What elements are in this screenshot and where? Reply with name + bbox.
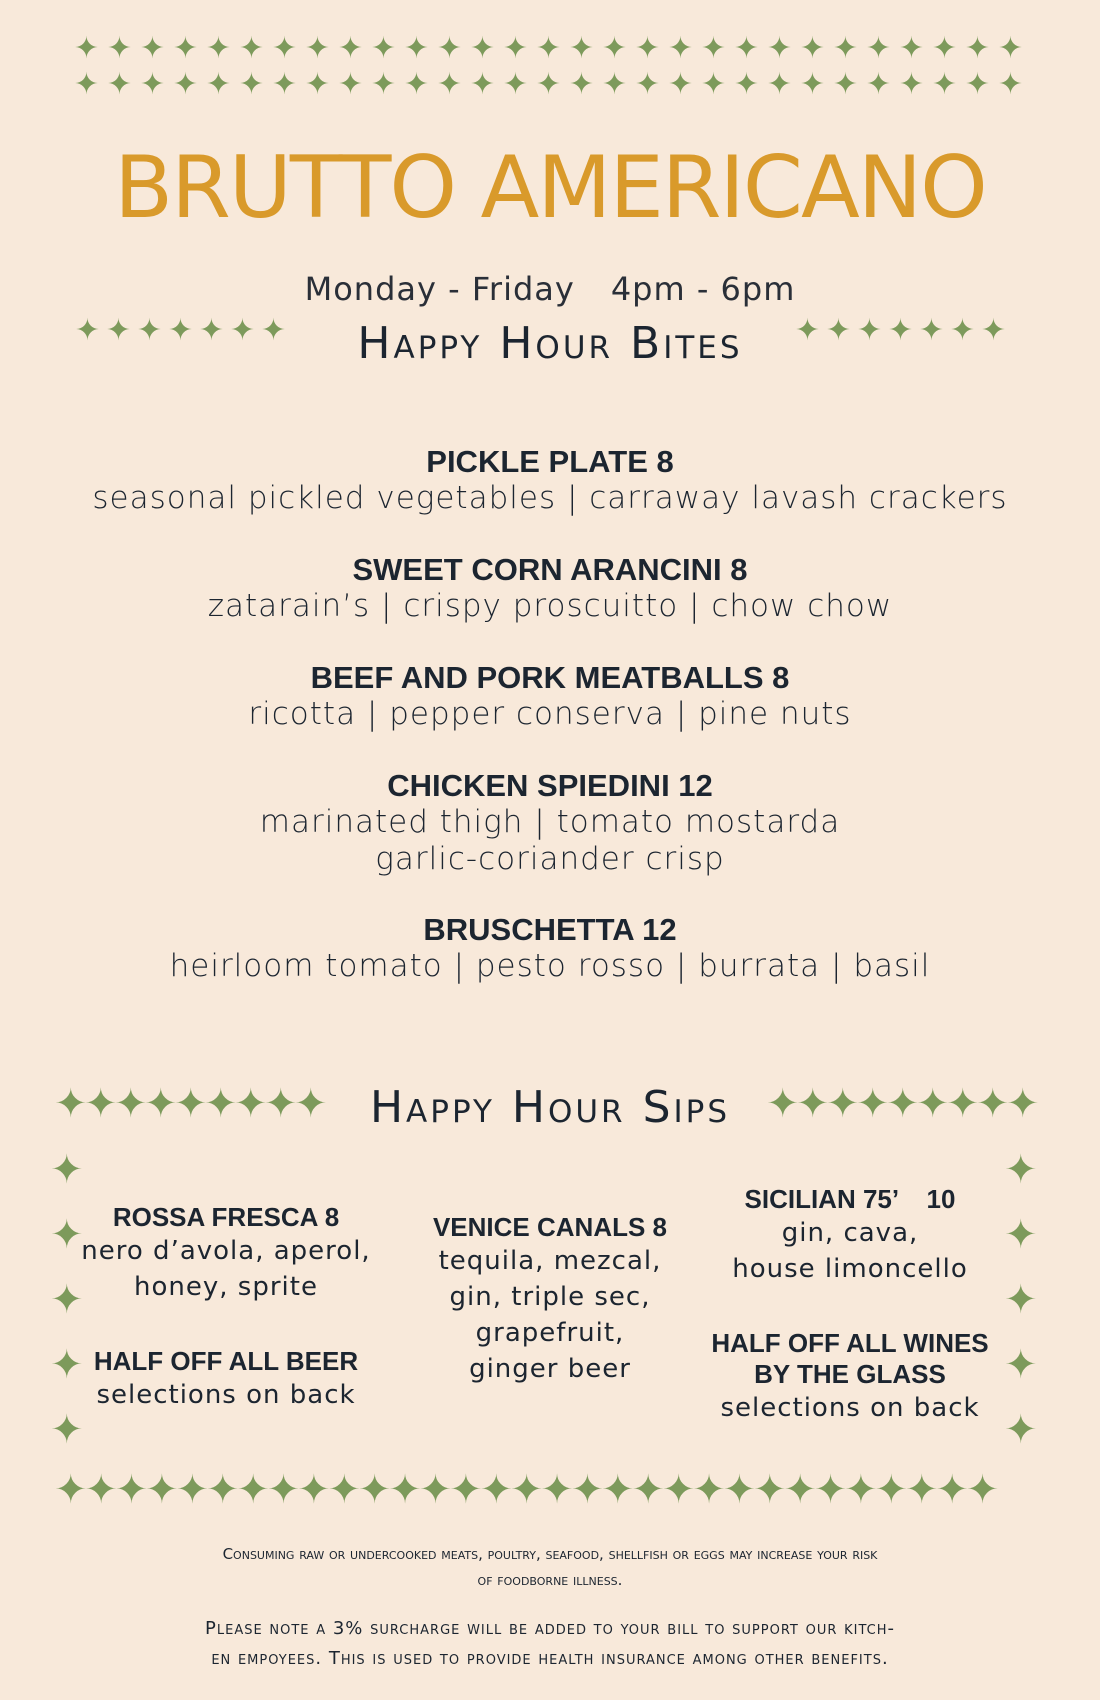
four-point-star-icon: ✦ [661, 1468, 696, 1512]
four-point-star-icon: ✦ [766, 68, 793, 101]
sip-half-off-wines [700, 1328, 1000, 1426]
four-point-star-icon: ✦ [238, 68, 265, 101]
four-point-star-icon: ✦ [997, 32, 1024, 65]
four-point-star-icon: ✦ [601, 68, 628, 101]
four-point-star-icon: ✦ [174, 1082, 208, 1126]
four-point-star-icon: ✦ [54, 1468, 88, 1512]
four-point-star-icon: ✦ [540, 1468, 574, 1512]
four-point-star-icon: ✦ [874, 1468, 909, 1512]
four-point-star-icon: ✦ [700, 68, 727, 101]
four-point-star-icon: ✦ [175, 1468, 210, 1512]
item-desc: ricotta | pepper conserva | pine nuts [248, 696, 852, 732]
four-point-star-icon: ✦ [1006, 1082, 1040, 1126]
surcharge-line: en empoyees. This is used to provide health insurance among other benefits. [211, 1648, 889, 1669]
four-point-star-icon: ✦ [766, 32, 793, 65]
four-point-star-icon: ✦ [234, 1082, 268, 1126]
sip-name: SICILIAN 75’ 10 [744, 1184, 956, 1214]
four-point-star-icon: ✦ [271, 68, 298, 101]
four-point-star-icon: ✦ [204, 1082, 238, 1126]
four-point-star-icon: ✦ [916, 1082, 950, 1126]
four-point-star-icon: ✦ [535, 32, 562, 65]
four-point-star-icon: ✦ [799, 68, 826, 101]
four-point-star-icon: ✦ [357, 1468, 392, 1512]
four-point-star-icon: ✦ [601, 1468, 635, 1512]
four-point-star-icon: ✦ [264, 1082, 298, 1126]
four-point-star-icon: ✦ [167, 314, 194, 347]
four-point-star-icon: ✦ [964, 68, 991, 101]
four-point-star-icon: ✦ [898, 68, 925, 101]
four-point-star-icon: ✦ [634, 68, 661, 101]
four-point-star-icon: ✦ [1004, 1278, 1038, 1322]
four-point-star-icon: ✦ [294, 1082, 328, 1126]
four-point-star-icon: ✦ [304, 32, 331, 65]
sip-name: HALF OFF ALL WINES [711, 1328, 989, 1358]
four-point-star-icon: ✦ [84, 1468, 118, 1512]
top-star-border [70, 34, 1027, 64]
four-point-star-icon: ✦ [50, 1213, 84, 1257]
sip-name: BY THE GLASS [754, 1359, 946, 1389]
four-point-star-icon: ✦ [509, 1468, 544, 1512]
surcharge-line: Please note a 3% surcharge will be added to your bill to support our kitch- [205, 1618, 895, 1639]
four-point-star-icon: ✦ [229, 314, 256, 347]
four-point-star-icon: ✦ [145, 1468, 179, 1512]
menu-item-bruschetta [0, 912, 1100, 985]
four-point-star-icon: ✦ [832, 68, 859, 101]
four-point-star-icon: ✦ [976, 1082, 1010, 1126]
four-point-star-icon: ✦ [337, 32, 364, 65]
four-point-star-icon: ✦ [1004, 1148, 1038, 1192]
sip-desc: ginger beer [469, 1354, 631, 1384]
four-point-star-icon: ✦ [205, 1468, 240, 1512]
four-point-star-icon: ✦ [935, 1468, 969, 1512]
sips-bottom-stars [54, 1468, 1000, 1512]
four-point-star-icon: ✦ [205, 68, 232, 101]
four-point-star-icon: ✦ [260, 314, 287, 347]
four-point-star-icon: ✦ [826, 1082, 860, 1126]
sip-name: HALF OFF ALL BEER [93, 1346, 359, 1376]
four-point-star-icon: ✦ [783, 1468, 817, 1512]
four-point-star-icon: ✦ [796, 1082, 830, 1126]
four-point-star-icon: ✦ [198, 314, 225, 347]
four-point-star-icon: ✦ [337, 68, 364, 101]
item-name: BEEF AND PORK MEATBALLS 8 [310, 660, 790, 695]
menu-item-arancini [0, 552, 1100, 625]
sips-heading: Happy Hour Sips [369, 1082, 731, 1133]
four-point-star-icon: ✦ [297, 1468, 331, 1512]
sip-desc: gin, triple sec, [449, 1282, 651, 1312]
health-warning [0, 1545, 1100, 1589]
four-point-star-icon: ✦ [106, 68, 133, 101]
four-point-star-icon: ✦ [144, 1082, 178, 1126]
four-point-star-icon: ✦ [106, 32, 133, 65]
item-name: CHICKEN SPIEDINI 12 [387, 768, 713, 803]
sip-desc: house limoncello [732, 1254, 968, 1284]
item-desc: seasonal pickled vegetables | carraway lavash crackers [92, 480, 1008, 516]
four-point-star-icon: ✦ [733, 68, 760, 101]
sips-heading-right-stars [766, 1082, 1040, 1126]
item-name: PICKLE PLATE 8 [426, 444, 674, 479]
surcharge-note [0, 1614, 1100, 1674]
four-point-star-icon: ✦ [997, 68, 1024, 101]
four-point-star-icon: ✦ [502, 32, 529, 65]
four-point-star-icon: ✦ [865, 32, 892, 65]
four-point-star-icon: ✦ [418, 1468, 453, 1512]
item-desc: heirloom tomato | pesto rosso | burrata | basil [169, 948, 931, 984]
sip-name: ROSSA FRESCA 8 [112, 1202, 340, 1232]
four-point-star-icon: ✦ [799, 32, 826, 65]
four-point-star-icon: ✦ [946, 1082, 980, 1126]
four-point-star-icon: ✦ [568, 68, 595, 101]
days-text: Monday - Friday [304, 270, 575, 308]
four-point-star-icon: ✦ [570, 1468, 605, 1512]
four-point-star-icon: ✦ [205, 32, 232, 65]
four-point-star-icon: ✦ [469, 32, 496, 65]
sip-desc: nero d’avola, aperol, [81, 1236, 371, 1266]
sip-sicilian-75 [700, 1184, 1000, 1287]
four-point-star-icon: ✦ [236, 1468, 270, 1512]
four-point-star-icon: ✦ [114, 1468, 149, 1512]
four-point-star-icon: ✦ [370, 68, 397, 101]
four-point-star-icon: ✦ [667, 68, 694, 101]
item-desc: zatarain’s | crispy proscuitto | chow chow [207, 588, 893, 624]
four-point-star-icon: ✦ [700, 32, 727, 65]
four-point-star-icon: ✦ [238, 32, 265, 65]
item-name: SWEET CORN ARANCINI 8 [352, 552, 748, 587]
four-point-star-icon: ✦ [844, 1468, 878, 1512]
four-point-star-icon: ✦ [114, 1082, 148, 1126]
warning-line: of foodborne illness. [477, 1571, 623, 1589]
four-point-star-icon: ✦ [370, 32, 397, 65]
four-point-star-icon: ✦ [50, 1278, 84, 1322]
item-desc: garlic-coriander crisp [375, 841, 725, 877]
item-name: BRUSCHETTA 12 [423, 912, 677, 947]
bites-heading-right-stars [792, 316, 1009, 346]
menu-item-meatballs [0, 660, 1100, 733]
four-point-star-icon: ✦ [631, 1468, 665, 1512]
sip-desc: selections on back [96, 1380, 356, 1410]
warning-line: Consuming raw or undercooked meats, poultry, seafood, shellfish or eggs may increase your risk [222, 1545, 878, 1563]
four-point-star-icon: ✦ [865, 68, 892, 101]
four-point-star-icon: ✦ [479, 1468, 513, 1512]
four-point-star-icon: ✦ [449, 1468, 483, 1512]
four-point-star-icon: ✦ [634, 32, 661, 65]
four-point-star-icon: ✦ [139, 68, 166, 101]
four-point-star-icon: ✦ [931, 32, 958, 65]
sip-half-off-beer [76, 1346, 376, 1413]
four-point-star-icon: ✦ [50, 1148, 84, 1192]
sip-desc: tequila, mezcal, [438, 1246, 662, 1276]
top-star-border [70, 70, 1027, 100]
four-point-star-icon: ✦ [535, 68, 562, 101]
four-point-star-icon: ✦ [733, 32, 760, 65]
four-point-star-icon: ✦ [904, 1468, 939, 1512]
menu-item-spiedini [0, 768, 1100, 878]
four-point-star-icon: ✦ [172, 32, 199, 65]
four-point-star-icon: ✦ [856, 314, 883, 347]
four-point-star-icon: ✦ [54, 1082, 88, 1126]
sip-desc: gin, cava, [781, 1218, 919, 1248]
four-point-star-icon: ✦ [403, 68, 430, 101]
four-point-star-icon: ✦ [965, 1468, 1000, 1512]
sip-desc: honey, sprite [134, 1272, 318, 1302]
four-point-star-icon: ✦ [304, 68, 331, 101]
sip-venice-canals [400, 1212, 700, 1387]
four-point-star-icon: ✦ [74, 314, 101, 347]
four-point-star-icon: ✦ [327, 1468, 362, 1512]
sip-name: VENICE CANALS 8 [432, 1212, 668, 1242]
four-point-star-icon: ✦ [84, 1082, 118, 1126]
four-point-star-icon: ✦ [898, 32, 925, 65]
four-point-star-icon: ✦ [266, 1468, 301, 1512]
four-point-star-icon: ✦ [568, 32, 595, 65]
four-point-star-icon: ✦ [436, 68, 463, 101]
four-point-star-icon: ✦ [722, 1468, 757, 1512]
four-point-star-icon: ✦ [50, 1408, 84, 1452]
four-point-star-icon: ✦ [980, 314, 1007, 347]
sip-desc: selections on back [720, 1393, 980, 1423]
bites-heading: Happy Hour Bites [357, 318, 743, 369]
four-point-star-icon: ✦ [73, 32, 100, 65]
four-point-star-icon: ✦ [601, 32, 628, 65]
four-point-star-icon: ✦ [832, 32, 859, 65]
four-point-star-icon: ✦ [136, 314, 163, 347]
item-desc: marinated thigh | tomato mostarda [259, 804, 841, 840]
four-point-star-icon: ✦ [766, 1082, 800, 1126]
four-point-star-icon: ✦ [388, 1468, 422, 1512]
four-point-star-icon: ✦ [403, 32, 430, 65]
four-point-star-icon: ✦ [752, 1468, 787, 1512]
four-point-star-icon: ✦ [105, 314, 132, 347]
four-point-star-icon: ✦ [73, 68, 100, 101]
restaurant-title: BRUTTO AMERICANO [114, 138, 986, 238]
hours-line [0, 270, 1100, 308]
four-point-star-icon: ✦ [1004, 1343, 1038, 1387]
four-point-star-icon: ✦ [918, 314, 945, 347]
four-point-star-icon: ✦ [667, 32, 694, 65]
four-point-star-icon: ✦ [825, 314, 852, 347]
four-point-star-icon: ✦ [436, 32, 463, 65]
four-point-star-icon: ✦ [794, 314, 821, 347]
four-point-star-icon: ✦ [949, 314, 976, 347]
four-point-star-icon: ✦ [692, 1468, 726, 1512]
four-point-star-icon: ✦ [964, 32, 991, 65]
four-point-star-icon: ✦ [50, 1343, 84, 1387]
menu-item-pickle-plate [0, 444, 1100, 517]
four-point-star-icon: ✦ [469, 68, 496, 101]
four-point-star-icon: ✦ [271, 32, 298, 65]
hours-text: 4pm - 6pm [610, 270, 796, 308]
four-point-star-icon: ✦ [1004, 1213, 1038, 1257]
four-point-star-icon: ✦ [931, 68, 958, 101]
sip-desc: grapefruit, [475, 1318, 625, 1348]
four-point-star-icon: ✦ [887, 314, 914, 347]
four-point-star-icon: ✦ [1004, 1408, 1038, 1452]
four-point-star-icon: ✦ [172, 68, 199, 101]
four-point-star-icon: ✦ [502, 68, 529, 101]
four-point-star-icon: ✦ [856, 1082, 890, 1126]
sip-rossa-fresca [76, 1202, 376, 1305]
four-point-star-icon: ✦ [813, 1468, 848, 1512]
four-point-star-icon: ✦ [139, 32, 166, 65]
four-point-star-icon: ✦ [886, 1082, 920, 1126]
